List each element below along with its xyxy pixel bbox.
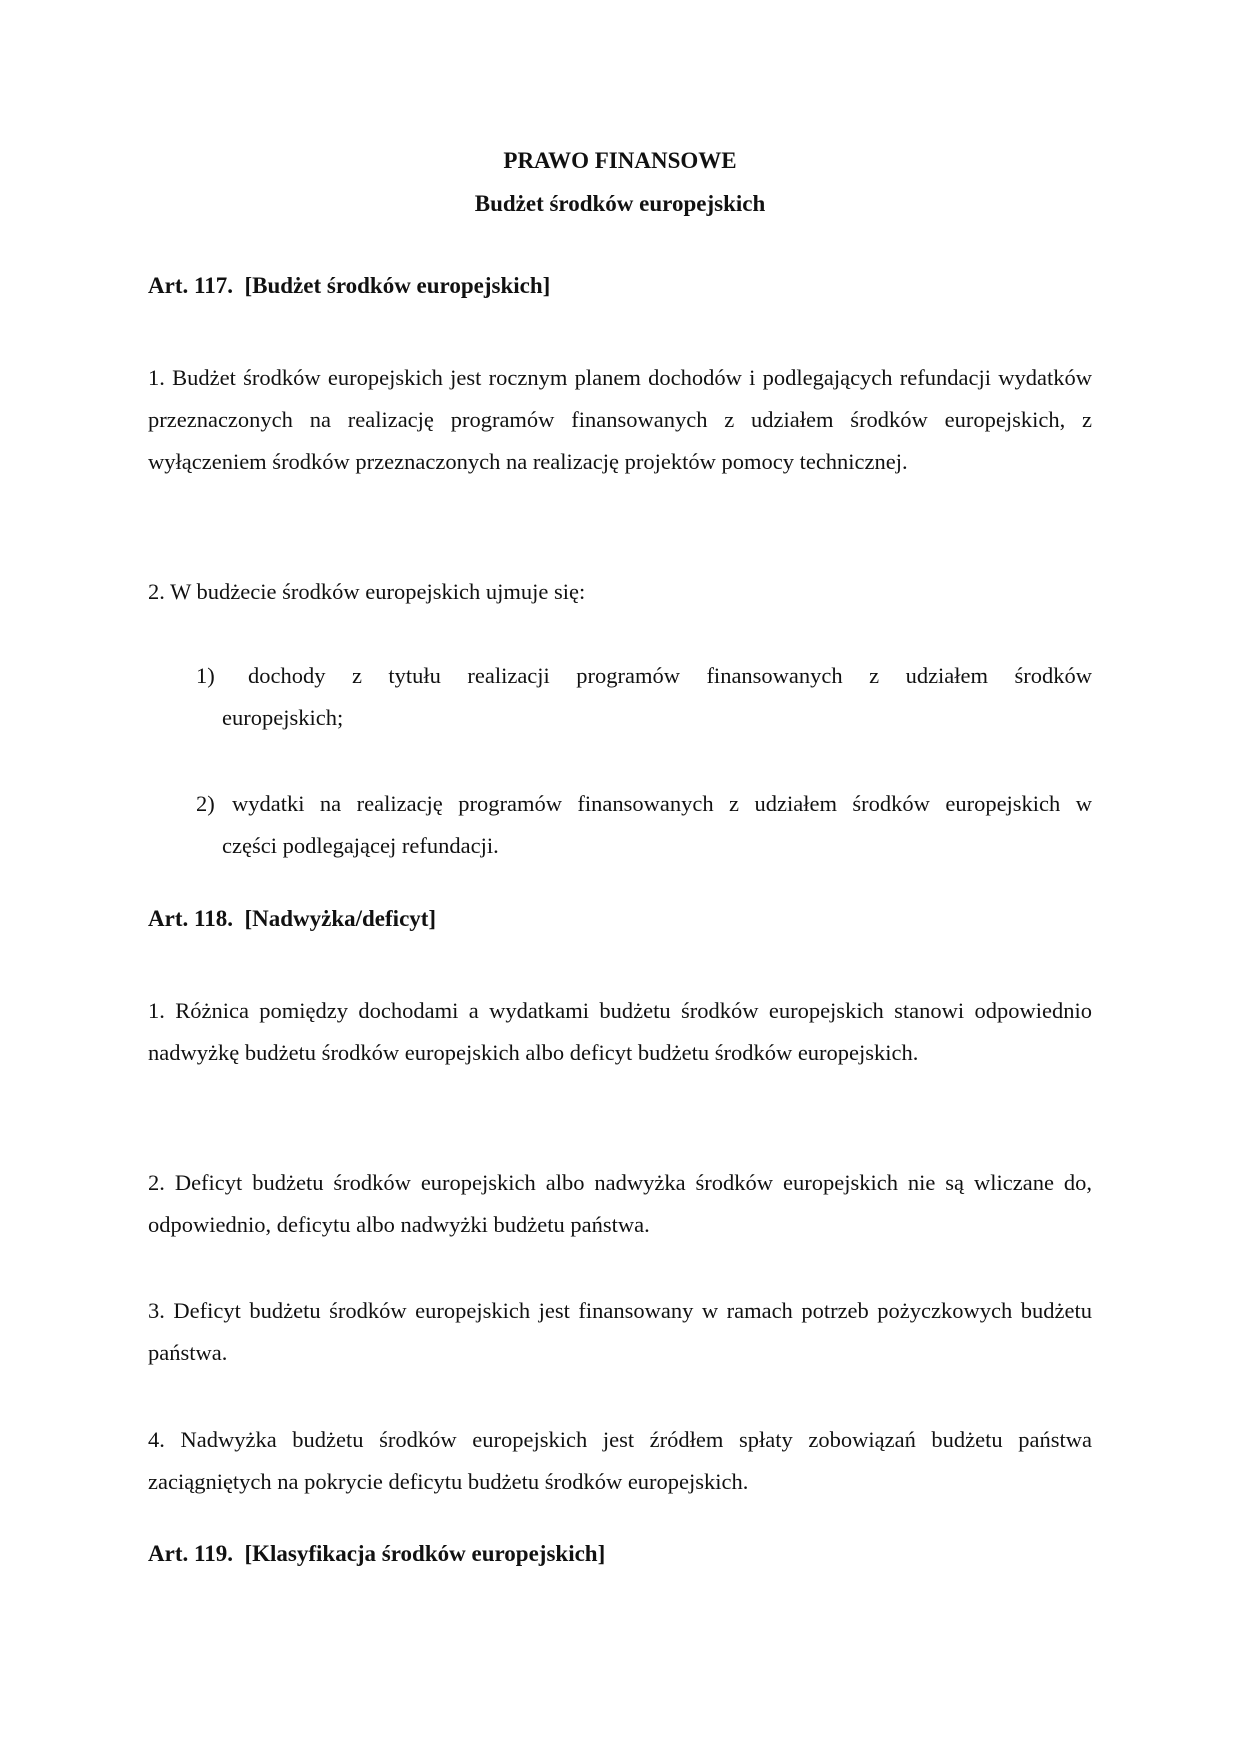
art118-paragraph-4: 4. Nadwyżka budżetu środków europejskich jest źródłem spłaty zobowiązań budżetu państwa zaciągniętych na pokrycie deficytu budżetu środków europejskich. [148,1427,1092,1494]
article-118-heading: Art. 118. [Nadwyżka/deficyt] [148,906,437,931]
list-item-text: wydatki na realizację programów finansowanych z udziałem środków europejskich w [232,791,1092,816]
article-117-heading: Art. 117. [Budżet środków europejskich] [148,273,551,298]
list-item-number: 2) [196,791,215,816]
article-119-heading: Art. 119. [Klasyfikacja środków europejskich] [148,1541,606,1566]
list-item-2-line [196,783,1092,825]
list-item-number: 1) [196,663,215,688]
art118-paragraph-2: 2. Deficyt budżetu środków europejskich albo nadwyżka środków europejskich nie są wliczane do, odpowiednio, deficytu albo nadwyżki budżetu państwa. [148,1170,1092,1237]
art117-paragraph-1: 1. Budżet środków europejskich jest rocznym planem dochodów i podlegających refundacji wydatków przeznaczonych na realizację programów finansowanych z udziałem środków europejskich, z wyłączeniem środków przeznaczonych na realizację projektów pomocy technicznej. [148,365,1092,474]
art117-paragraph-2: 2. W budżecie środków europejskich ujmuje się: [148,579,586,604]
art118-paragraph-3: 3. Deficyt budżetu środków europejskich jest finansowany w ramach potrzeb pożyczkowych budżetu państwa. [148,1298,1092,1365]
document-subtitle: Budżet środków europejskich [474,191,766,216]
list-item-text: dochody z tytułu realizacji programów finansowanych z udziałem środków [248,663,1092,688]
art117-list-item-2 [196,783,1092,867]
art118-paragraph-1: 1. Różnica pomiędzy dochodami a wydatkami budżetu środków europejskich stanowi odpowiednio nadwyżkę budżetu środków europejskich albo deficyt budżetu środków europejskich. [148,998,1092,1065]
document-title: PRAWO FINANSOWE [503,148,737,173]
art117-list-item-1 [196,655,1092,739]
list-item-continuation: części podlegającej refundacji. [222,833,499,858]
list-item-continuation: europejskich; [222,705,344,730]
list-item-1-line [196,655,1092,697]
